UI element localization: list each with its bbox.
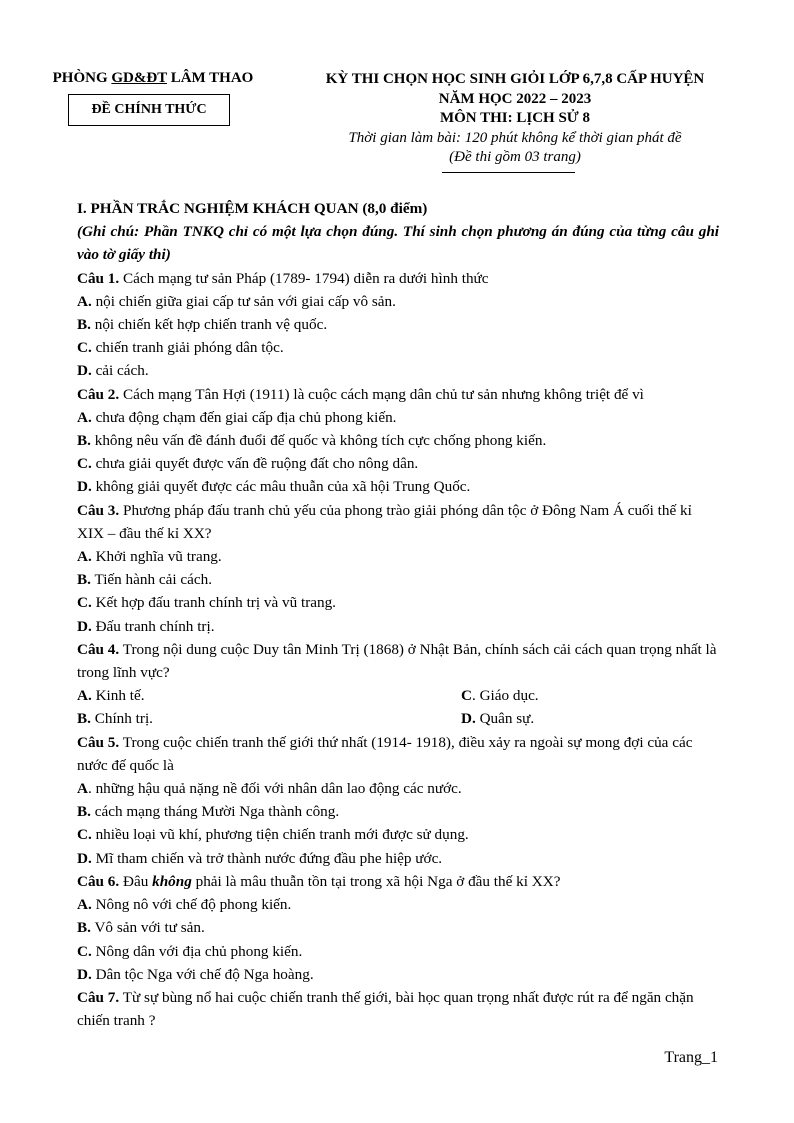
option-letter: A. bbox=[77, 687, 92, 705]
question-stem bbox=[77, 638, 719, 684]
exam-subject: MÔN THI: LỊCH SỬ 8 bbox=[439, 110, 590, 126]
option-text: không giải quyết được các mâu thuẫn của xã hội Trung Quốc. bbox=[91, 478, 471, 496]
option-a bbox=[77, 290, 719, 313]
exam-content bbox=[77, 197, 719, 1032]
question-stem bbox=[77, 267, 719, 290]
option-letter: A. bbox=[77, 292, 92, 310]
question-text: Trong cuộc chiến tranh thế giới thứ nhất (1914- 1918), điều xảy ra ngoài sự mong đợi của các nước đế quốc là bbox=[77, 733, 693, 774]
option-letter: D. bbox=[77, 617, 92, 635]
option-a bbox=[77, 545, 719, 568]
option-c bbox=[77, 940, 719, 963]
option-c bbox=[77, 336, 719, 359]
options-row bbox=[77, 707, 719, 730]
option-text: Quân sự. bbox=[475, 710, 535, 728]
pages-note: (Đề thi gồm 03 trang) bbox=[449, 149, 581, 165]
question-5 bbox=[77, 731, 719, 870]
question-text: Phương pháp đấu tranh chủ yếu của phong trào giải phóng dân tộc ở Đông Nam Á cuối thế kỉ XIX – đầu thế kỉ XX? bbox=[77, 501, 692, 542]
option-text: Kết hợp đấu tranh chính trị và vũ trang. bbox=[91, 594, 336, 612]
option-letter: C. bbox=[77, 339, 92, 357]
option-letter: D. bbox=[77, 478, 92, 496]
question-number: Câu 4. bbox=[77, 640, 120, 658]
option-b bbox=[77, 429, 719, 452]
option-c bbox=[77, 591, 719, 614]
option-text: chưa động chạm đến giai cấp địa chủ phong kiến. bbox=[91, 408, 397, 426]
option-letter: A bbox=[77, 780, 88, 798]
option-b bbox=[77, 313, 719, 336]
department-suffix: LÂM THAO bbox=[166, 70, 254, 86]
option-a bbox=[77, 406, 719, 429]
option-d bbox=[77, 615, 719, 638]
official-exam-box bbox=[68, 94, 230, 126]
option-text: nội chiến kết hợp chiến tranh vệ quốc. bbox=[90, 316, 328, 334]
question-text: phải là mâu thuẫn tồn tại trong xã hội Nga ở đầu thế kỉ XX? bbox=[191, 872, 561, 890]
question-text: Cách mạng tư sản Pháp (1789- 1794) diễn ra dưới hình thức bbox=[119, 269, 489, 287]
question-stem bbox=[77, 986, 719, 1032]
question-number: Câu 5. bbox=[77, 733, 120, 751]
option-text: nhiều loại vũ khí, phương tiện chiến tranh mới được sử dụng. bbox=[91, 826, 469, 844]
question-1 bbox=[77, 267, 719, 383]
option-b bbox=[77, 707, 461, 730]
option-b bbox=[77, 916, 719, 939]
question-7 bbox=[77, 986, 719, 1032]
options-row bbox=[77, 684, 719, 707]
option-letter: B. bbox=[77, 316, 91, 334]
question-number: Câu 3. bbox=[77, 501, 120, 519]
department-abbr: GD&ĐT bbox=[111, 70, 167, 86]
department-prefix: PHÒNG bbox=[52, 70, 112, 86]
option-text: chiến tranh giải phóng dân tộc. bbox=[91, 339, 284, 357]
option-c bbox=[77, 452, 719, 475]
page-number: Trang_1 bbox=[664, 1049, 718, 1066]
option-text: . Giáo dục. bbox=[471, 687, 539, 705]
section-title: I. PHẦN TRẮC NGHIỆM KHÁCH QUAN (8,0 điểm) bbox=[77, 200, 428, 217]
option-letter: B. bbox=[77, 919, 91, 937]
option-text: . những hậu quả nặng nề đối với nhân dân lao động các nước. bbox=[87, 780, 462, 798]
question-2 bbox=[77, 383, 719, 499]
option-text: Kinh tế. bbox=[91, 687, 145, 705]
option-text: Dân tộc Nga với chế độ Nga hoàng. bbox=[91, 965, 314, 983]
option-a bbox=[77, 893, 719, 916]
question-stem bbox=[77, 383, 719, 406]
option-text: Chính trị. bbox=[90, 710, 153, 728]
option-letter: A. bbox=[77, 896, 92, 914]
question-3 bbox=[77, 499, 719, 638]
option-letter: C. bbox=[77, 942, 92, 960]
option-c bbox=[77, 823, 719, 846]
option-d bbox=[77, 963, 719, 986]
header-underline bbox=[442, 172, 575, 173]
option-letter: A. bbox=[77, 408, 92, 426]
option-letter: D. bbox=[461, 710, 476, 728]
option-text: Tiến hành cải cách. bbox=[90, 571, 212, 589]
option-text: Nông nô với chế độ phong kiến. bbox=[91, 896, 292, 914]
question-stem bbox=[77, 499, 719, 545]
option-text: chưa giải quyết được vấn đề ruộng đất cho nông dân. bbox=[91, 455, 419, 473]
question-4 bbox=[77, 638, 719, 731]
option-b bbox=[77, 568, 719, 591]
option-letter: D. bbox=[77, 849, 92, 867]
question-text: Cách mạng Tân Hợi (1911) là cuộc cách mạng dân chủ tư sản nhưng không triệt để vì bbox=[119, 385, 644, 403]
question-number: Câu 2. bbox=[77, 385, 120, 403]
option-text: Nông dân với địa chủ phong kiến. bbox=[91, 942, 303, 960]
question-number: Câu 7. bbox=[77, 988, 120, 1006]
department-name bbox=[37, 70, 269, 87]
exam-duration: Thời gian làm bài: 120 phút không kể thời gian phát đề bbox=[348, 129, 682, 146]
option-d bbox=[461, 707, 719, 730]
question-text: Trong nội dung cuộc Duy tân Minh Trị (1868) ở Nhật Bản, chính sách cải cách quan trọng nhất là trong lĩnh vực? bbox=[77, 640, 717, 682]
question-stem bbox=[77, 731, 719, 777]
option-text: Đấu tranh chính trị. bbox=[91, 617, 215, 635]
question-number: Câu 1. bbox=[77, 269, 120, 287]
option-d bbox=[77, 359, 719, 382]
option-text: nội chiến giữa giai cấp tư sản với giai cấp vô sản. bbox=[91, 292, 396, 310]
option-letter: C. bbox=[77, 826, 92, 844]
school-year: NĂM HỌC 2022 – 2023 bbox=[438, 90, 592, 107]
option-letter: B. bbox=[77, 432, 91, 450]
option-c bbox=[461, 684, 719, 707]
option-text: cách mạng tháng Mười Nga thành công. bbox=[90, 803, 340, 821]
option-letter: B. bbox=[77, 571, 91, 589]
option-letter: C. bbox=[77, 594, 92, 612]
exam-header bbox=[285, 70, 745, 168]
option-d bbox=[77, 847, 719, 870]
option-a bbox=[77, 684, 461, 707]
option-letter: D. bbox=[77, 362, 92, 380]
option-letter: B. bbox=[77, 803, 91, 821]
question-stem bbox=[77, 870, 719, 893]
option-letter: A. bbox=[77, 548, 92, 566]
option-letter: D. bbox=[77, 965, 92, 983]
option-text: Vô sản với tư sản. bbox=[90, 919, 205, 937]
option-text: Mĩ tham chiến và trở thành nước đứng đầu phe hiệp ước. bbox=[91, 849, 443, 867]
section-note: (Ghi chú: Phần TNKQ chỉ có một lựa chọn đúng. Thí sinh chọn phương án đúng của từng câu ghi vào tờ giấy thi) bbox=[77, 223, 719, 264]
option-letter: B. bbox=[77, 710, 91, 728]
option-a bbox=[77, 777, 719, 800]
question-text: Đâu bbox=[119, 872, 153, 890]
option-d bbox=[77, 475, 719, 498]
exam-title: KỲ THI CHỌN HỌC SINH GIỎI LỚP 6,7,8 CẤP HUYỆN bbox=[325, 71, 705, 87]
option-b bbox=[77, 800, 719, 823]
official-label: ĐỀ CHÍNH THỨC bbox=[91, 102, 207, 117]
emphasis-word: không bbox=[152, 872, 192, 890]
question-6 bbox=[77, 870, 719, 986]
option-letter: C. bbox=[77, 455, 92, 473]
option-letter: C bbox=[461, 687, 472, 705]
option-text: không nêu vấn đề đánh đuổi đế quốc và không tích cực chống phong kiến. bbox=[90, 432, 547, 450]
question-text: Từ sự bùng nổ hai cuộc chiến tranh thế giới, bài học quan trọng nhất được rút ra để ngăn chặn chiến tranh ? bbox=[77, 988, 694, 1030]
question-number: Câu 6. bbox=[77, 872, 120, 890]
option-text: cải cách. bbox=[91, 362, 149, 380]
option-text: Khởi nghĩa vũ trang. bbox=[91, 548, 222, 566]
